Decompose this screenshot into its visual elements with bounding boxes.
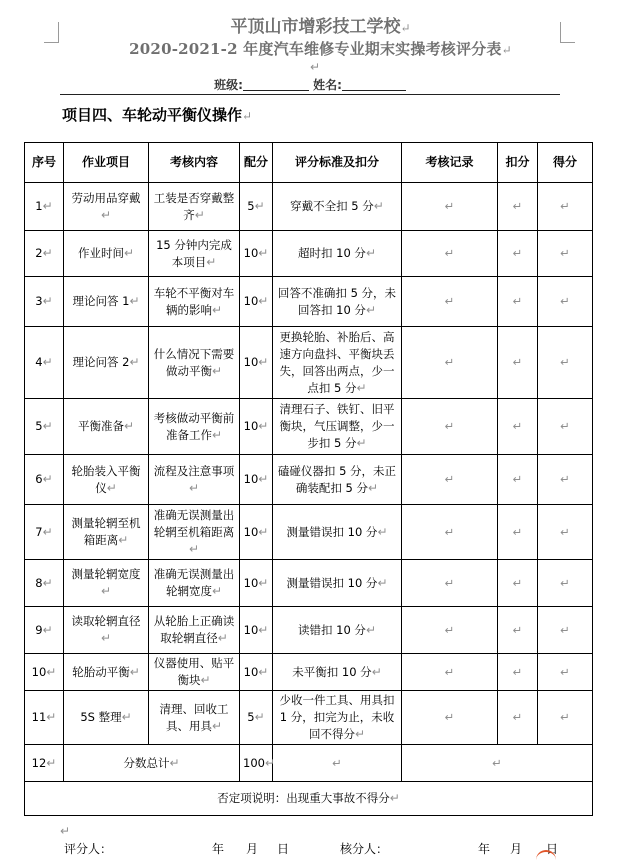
cell-score: 10↵ xyxy=(240,654,273,691)
cell-content: 准确无误测量出轮辋宽度↵ xyxy=(149,560,240,607)
cell-content: 考核做动平衡前准备工作↵ xyxy=(149,399,240,455)
table-row xyxy=(25,231,593,277)
total-row xyxy=(25,745,593,782)
cell-record[interactable]: ↵ xyxy=(402,691,498,745)
cell-no: 3↵ xyxy=(25,277,64,327)
table-row xyxy=(25,183,593,231)
cell-score: 5↵ xyxy=(240,691,273,745)
cell-record[interactable]: ↵ xyxy=(402,607,498,654)
cell-score: 10↵ xyxy=(240,231,273,277)
table-row xyxy=(25,455,593,505)
veto-note: 否定项说明：出现重大事故不得分↵ xyxy=(25,782,593,816)
cell-item: 理论问答 2↵ xyxy=(64,327,149,399)
cell-no: 10↵ xyxy=(25,654,64,691)
cell-deduct[interactable]: ↵ xyxy=(498,654,538,691)
cell-record[interactable]: ↵ xyxy=(402,231,498,277)
cell-got[interactable]: ↵ xyxy=(538,399,593,455)
cell-standard: 穿戴不全扣 5 分↵ xyxy=(273,183,402,231)
cell-standard: 少收一件工具、用具扣 1 分，扣完为止，未收回不得分↵ xyxy=(273,691,402,745)
name-blank[interactable] xyxy=(342,78,406,91)
cell-content: 从轮胎上正确读取轮辋直径↵ xyxy=(149,607,240,654)
score-table xyxy=(24,142,593,816)
cell-no: 2↵ xyxy=(25,231,64,277)
cell-got[interactable]: ↵ xyxy=(538,654,593,691)
checker-year: 年 xyxy=(478,842,491,856)
cell-item: 劳动用品穿戴↵ xyxy=(64,183,149,231)
header-item: 作业项目 xyxy=(64,143,149,183)
cell-item: 作业时间↵ xyxy=(64,231,149,277)
total-standard[interactable]: ↵ xyxy=(273,745,402,782)
total-label: 分数总计↵ xyxy=(64,745,240,782)
cell-standard: 更换轮胎、补胎后、高速方向盘抖、平衡块丢失，回答出两点，少一点扣 5 分↵ xyxy=(273,327,402,399)
cell-deduct[interactable]: ↵ xyxy=(498,327,538,399)
grader-month: 月 xyxy=(246,842,259,856)
table-row xyxy=(25,654,593,691)
sheet-title: 2020-2021-2 年度汽车维修专业期末实操考核评分表↵ xyxy=(129,40,512,58)
cell-no: 1↵ xyxy=(25,183,64,231)
cell-item: 轮胎装入平衡仪↵ xyxy=(64,455,149,505)
header-score: 配分 xyxy=(240,143,273,183)
cell-deduct[interactable]: ↵ xyxy=(498,607,538,654)
header-record: 考核记录 xyxy=(402,143,498,183)
cell-got[interactable]: ↵ xyxy=(538,231,593,277)
cell-item: 理论问答 1↵ xyxy=(64,277,149,327)
name-label: 姓名: xyxy=(313,78,342,92)
cell-deduct[interactable]: ↵ xyxy=(498,691,538,745)
project-title: 项目四、车轮动平衡仪操作↵ xyxy=(62,106,253,124)
cell-deduct[interactable]: ↵ xyxy=(498,277,538,327)
cell-standard: 测量错误扣 10 分↵ xyxy=(273,505,402,560)
cell-score: 5↵ xyxy=(240,183,273,231)
cell-standard: 磕碰仪器扣 5 分，未正确装配扣 5 分↵ xyxy=(273,455,402,505)
cell-no: 6↵ xyxy=(25,455,64,505)
cell-item: 5S 整理↵ xyxy=(64,691,149,745)
cell-got[interactable]: ↵ xyxy=(538,505,593,560)
header-standard: 评分标准及扣分 xyxy=(273,143,402,183)
header-deduct: 扣分 xyxy=(498,143,538,183)
table-row xyxy=(25,691,593,745)
note-row xyxy=(25,782,593,816)
cell-item: 读取轮辋直径↵ xyxy=(64,607,149,654)
class-label: 班级: xyxy=(214,78,243,92)
cell-standard: 读错扣 10 分↵ xyxy=(273,607,402,654)
class-blank[interactable] xyxy=(243,78,309,91)
cell-score: 10↵ xyxy=(240,327,273,399)
cell-record[interactable]: ↵ xyxy=(402,654,498,691)
cell-got[interactable]: ↵ xyxy=(538,183,593,231)
table-header-row xyxy=(25,143,593,183)
cell-standard: 清理石子、铁钉、旧平衡块，气压调整，少一步扣 5 分↵ xyxy=(273,399,402,455)
cell-score: 10↵ xyxy=(240,455,273,505)
table-row xyxy=(25,560,593,607)
table-row xyxy=(25,327,593,399)
school-name: 平顶山市增彩技工学校↵ xyxy=(230,17,411,37)
cell-no: 9↵ xyxy=(25,607,64,654)
cell-item: 轮胎动平衡↵ xyxy=(64,654,149,691)
class-name-line xyxy=(60,76,560,95)
cell-score: 10↵ xyxy=(240,607,273,654)
cell-no: 5↵ xyxy=(25,399,64,455)
cell-deduct[interactable]: ↵ xyxy=(498,505,538,560)
paragraph-mark-bottom: ↵ xyxy=(60,824,71,838)
cell-deduct[interactable]: ↵ xyxy=(498,231,538,277)
total-record[interactable]: ↵ xyxy=(402,745,593,782)
cell-score: 10↵ xyxy=(240,505,273,560)
grader-label: 评分人： xyxy=(64,842,113,856)
grader-year: 年 xyxy=(212,842,225,856)
cell-got[interactable]: ↵ xyxy=(538,560,593,607)
total-score: 100↵ xyxy=(240,745,273,782)
cell-record[interactable]: ↵ xyxy=(402,455,498,505)
cell-item: 测量轮辋宽度↵ xyxy=(64,560,149,607)
cell-got[interactable]: ↵ xyxy=(538,327,593,399)
paragraph-mark: ↵ xyxy=(310,60,321,74)
cell-record[interactable]: ↵ xyxy=(402,560,498,607)
cell-record[interactable]: ↵ xyxy=(402,399,498,455)
cell-content: 车轮不平衡对车辆的影响↵ xyxy=(149,277,240,327)
cell-got[interactable]: ↵ xyxy=(538,607,593,654)
checker-month: 月 xyxy=(510,842,523,856)
cell-got[interactable]: ↵ xyxy=(538,277,593,327)
grader-day: 日 xyxy=(277,842,290,856)
cell-standard: 未平衡扣 10 分↵ xyxy=(273,654,402,691)
cell-content: 准确无误测量出轮辋至机箱距离↵ xyxy=(149,505,240,560)
cell-deduct[interactable]: ↵ xyxy=(498,183,538,231)
checker-day: 日 xyxy=(546,842,559,856)
header-got: 得分 xyxy=(538,143,593,183)
cell-record[interactable]: ↵ xyxy=(402,327,498,399)
cell-no: 4↵ xyxy=(25,327,64,399)
header-no: 序号 xyxy=(25,143,64,183)
cell-score: 10↵ xyxy=(240,560,273,607)
cell-no: 8↵ xyxy=(25,560,64,607)
cell-no: 7↵ xyxy=(25,505,64,560)
cell-record[interactable]: ↵ xyxy=(402,183,498,231)
cell-content: 仪器使用、贴平衡块↵ xyxy=(149,654,240,691)
cell-standard: 测量错误扣 10 分↵ xyxy=(273,560,402,607)
cell-deduct[interactable]: ↵ xyxy=(498,399,538,455)
cell-standard: 超时扣 10 分↵ xyxy=(273,231,402,277)
cell-item: 测量轮辋至机箱距离↵ xyxy=(64,505,149,560)
table-row xyxy=(25,277,593,327)
cell-content: 什么情况下需要做动平衡↵ xyxy=(149,327,240,399)
cell-record[interactable]: ↵ xyxy=(402,505,498,560)
cell-no: 11↵ xyxy=(25,691,64,745)
cell-item: 平衡准备↵ xyxy=(64,399,149,455)
table-row xyxy=(25,505,593,560)
cell-score: 10↵ xyxy=(240,277,273,327)
header-content: 考核内容 xyxy=(149,143,240,183)
cell-deduct[interactable]: ↵ xyxy=(498,455,538,505)
cell-content: 工装是否穿戴整齐↵ xyxy=(149,183,240,231)
cell-content: 清理、回收工具、用具↵ xyxy=(149,691,240,745)
cell-content: 流程及注意事项↵ xyxy=(149,455,240,505)
total-no: 12↵ xyxy=(25,745,64,782)
cell-standard: 回答不准确扣 5 分，未回答扣 10 分↵ xyxy=(273,277,402,327)
checker-label: 核分人： xyxy=(340,842,389,856)
cell-got[interactable]: ↵ xyxy=(538,691,593,745)
cell-score: 10↵ xyxy=(240,399,273,455)
table-row xyxy=(25,607,593,654)
cell-deduct[interactable]: ↵ xyxy=(498,560,538,607)
cell-got[interactable]: ↵ xyxy=(538,455,593,505)
table-row xyxy=(25,399,593,455)
cell-content: 15 分钟内完成本项目↵ xyxy=(149,231,240,277)
cell-record[interactable]: ↵ xyxy=(402,277,498,327)
